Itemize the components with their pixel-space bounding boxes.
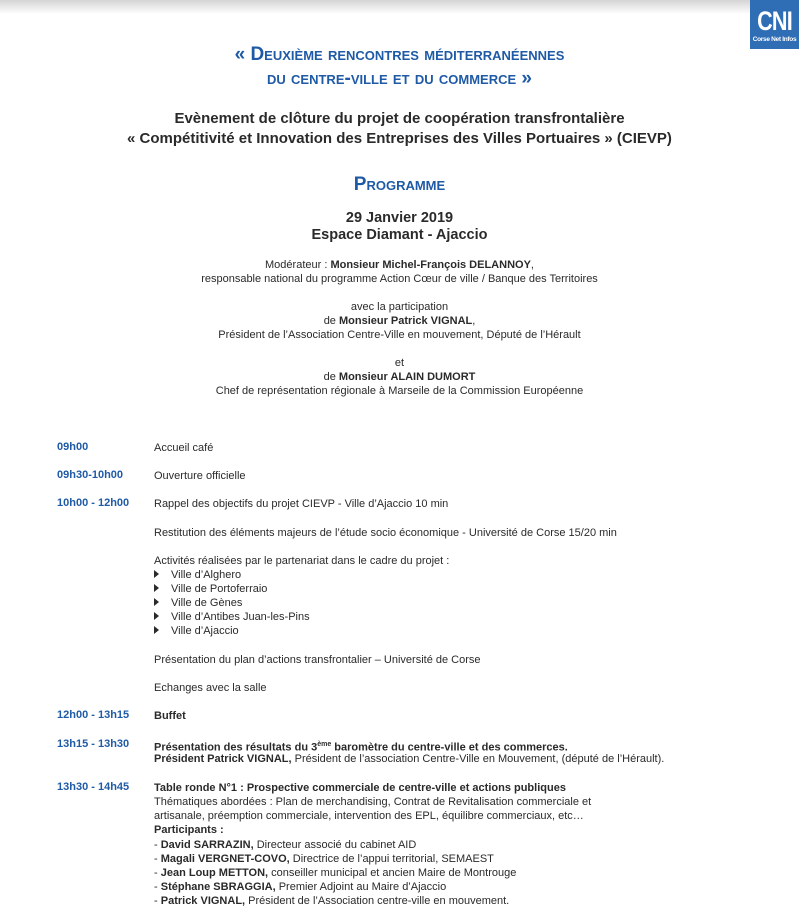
programme-heading: Programme bbox=[353, 174, 446, 195]
participant-name: Stéphane SBRAGGIA, bbox=[160, 881, 276, 893]
p2-prefix: de bbox=[323, 371, 339, 383]
participant-role: Directeur associé du cabinet AID bbox=[253, 839, 417, 851]
title-part: Présentation des résultats du 3 bbox=[154, 741, 318, 754]
ville-list-item bbox=[154, 610, 310, 624]
bullet-triangle-icon bbox=[154, 598, 159, 606]
schedule-time: 12h00 - 13h15 bbox=[57, 709, 130, 721]
p1-comma: , bbox=[472, 315, 476, 327]
moderator-role: responsable national du programme Action Cœur de ville / Banque des Territoires bbox=[201, 273, 598, 285]
bullet-triangle-icon bbox=[154, 612, 159, 620]
participant-name: Jean Loup METTON, bbox=[160, 867, 269, 879]
participant-1-line bbox=[0, 314, 799, 328]
ville-list-item bbox=[154, 624, 239, 638]
moderator-name: Monsieur Michel-François DELANNOY bbox=[330, 259, 531, 271]
logo-subtext: Corse Net Infos bbox=[752, 36, 797, 43]
participant-name: David SARRAZIN, bbox=[160, 839, 254, 851]
schedule-item: Rappel des objectifs du projet CIEVP - Ville d’Ajaccio 10 min bbox=[154, 498, 449, 510]
restitution-text: Restitution des éléments majeurs de l’étude socio économique - Université de Corse 15/20 min bbox=[154, 527, 617, 539]
activites-text: Activités réalisées par le partenariat dans le cadre du projet : bbox=[154, 555, 450, 567]
speaker-name: Président Patrick VIGNAL, bbox=[154, 753, 292, 765]
p2-name: Monsieur ALAIN DUMORT bbox=[338, 371, 476, 383]
ville-list-item bbox=[154, 568, 241, 582]
participant-name: Patrick VIGNAL, bbox=[160, 895, 246, 907]
et-label: et bbox=[394, 357, 405, 369]
schedule-time: 09h00 bbox=[57, 441, 89, 453]
participant-role: conseiller municipal et ancien Maire de Montrouge bbox=[268, 867, 517, 879]
participants-label: Participants : bbox=[154, 824, 224, 836]
schedule-time: 10h00 - 12h00 bbox=[57, 497, 130, 509]
themes-line-2: artisanale, préemption commerciale, intervention des EPL, équilibre commerciaux, etc… bbox=[154, 810, 584, 822]
ville-label: Ville d’Alghero bbox=[171, 569, 242, 581]
themes-line-1: Thématiques abordées : Plan de merchandising, Contrat de Revitalisation commerciale et bbox=[154, 796, 592, 808]
echanges-text: Echanges avec la salle bbox=[154, 682, 267, 694]
schedule-item: Buffet bbox=[154, 710, 186, 722]
participant-2-line bbox=[0, 370, 799, 384]
ville-label: Ville de Gènes bbox=[171, 597, 243, 609]
participant-role: Directrice de l’appui territorial, SEMAEST bbox=[289, 853, 494, 865]
participant-role: Premier Adjoint au Maire d’Ajaccio bbox=[275, 881, 447, 893]
participant-item: - Patrick VIGNAL, Président de l’Association centre-ville en mouvement. bbox=[154, 895, 510, 907]
participant-item: - David SARRAZIN, Directeur associé du cabinet AID bbox=[154, 839, 417, 851]
cni-logo[interactable] bbox=[750, 0, 799, 49]
schedule-time: 13h30 - 14h45 bbox=[57, 781, 130, 793]
participant-1-role: Président de l’Association Centre-Ville en mouvement, Député de l’Hérault bbox=[218, 329, 581, 341]
subtitle-line-2: « Compétitivité et Innovation des Entreprises des Villes Portuaires » (CIEVP) bbox=[127, 130, 672, 147]
participant-role: Président de l’Association centre-ville en mouvement. bbox=[245, 895, 510, 907]
speaker-role: Président de l’association Centre-Ville en Mouvement, (député de l’Hérault). bbox=[291, 753, 665, 765]
schedule-time: 13h15 - 13h30 bbox=[57, 738, 130, 750]
moderator-line bbox=[0, 258, 799, 272]
presentation-text: Présentation du plan d’actions transfrontalier – Université de Corse bbox=[154, 654, 481, 666]
title-line-1: « Deuxième rencontres méditerranéennes bbox=[234, 44, 565, 65]
participant-item: - Magali VERGNET-COVO, Directrice de l’appui territorial, SEMAEST bbox=[154, 853, 494, 865]
title-superscript: ème bbox=[317, 741, 332, 748]
ville-list-item bbox=[154, 582, 267, 596]
participation-label: avec la participation bbox=[350, 301, 449, 313]
bullet-triangle-icon bbox=[154, 626, 159, 634]
event-date: 29 Janvier 2019 bbox=[345, 210, 454, 226]
ville-list-item bbox=[154, 596, 242, 610]
logo-text: CNI bbox=[757, 6, 792, 36]
schedule-item: Accueil café bbox=[154, 442, 214, 454]
participant-item: - Stéphane SBRAGGIA, Premier Adjoint au Maire d’Ajaccio bbox=[154, 881, 447, 893]
subtitle-line-1: Evènement de clôture du projet de coopération transfrontalière bbox=[174, 110, 625, 127]
p1-prefix: de bbox=[323, 315, 339, 327]
schedule-item: Table ronde N°1 : Prospective commerciale de centre-ville et actions publiques bbox=[154, 782, 566, 794]
moderator-comma: , bbox=[530, 259, 534, 271]
title-line-2: du centre-ville et du commerce » bbox=[266, 68, 532, 89]
bullet-triangle-icon bbox=[154, 570, 159, 578]
p1-name: Monsieur Patrick VIGNAL bbox=[338, 315, 473, 327]
speaker-line bbox=[154, 752, 664, 766]
top-gradient-bar bbox=[0, 0, 799, 14]
participant-item: - Jean Loup METTON, conseiller municipal et ancien Maire de Montrouge bbox=[154, 867, 517, 879]
moderator-label: Modérateur : bbox=[265, 259, 331, 271]
bullet-triangle-icon bbox=[154, 584, 159, 592]
ville-label: Ville d’Ajaccio bbox=[171, 625, 239, 637]
participant-2-role: Chef de représentation régionale à Marseile de la Commission Européenne bbox=[215, 385, 584, 397]
event-place: Espace Diamant - Ajaccio bbox=[311, 227, 488, 243]
schedule-item: Ouverture officielle bbox=[154, 470, 246, 482]
title-part: baromètre du centre-ville et des commerces. bbox=[331, 741, 568, 754]
ville-label: Ville de Portoferraio bbox=[171, 583, 268, 595]
participant-name: Magali VERGNET-COVO, bbox=[160, 853, 290, 865]
schedule-time: 09h30-10h00 bbox=[57, 469, 124, 481]
ville-label: Ville d’Antibes Juan-les-Pins bbox=[171, 611, 310, 623]
